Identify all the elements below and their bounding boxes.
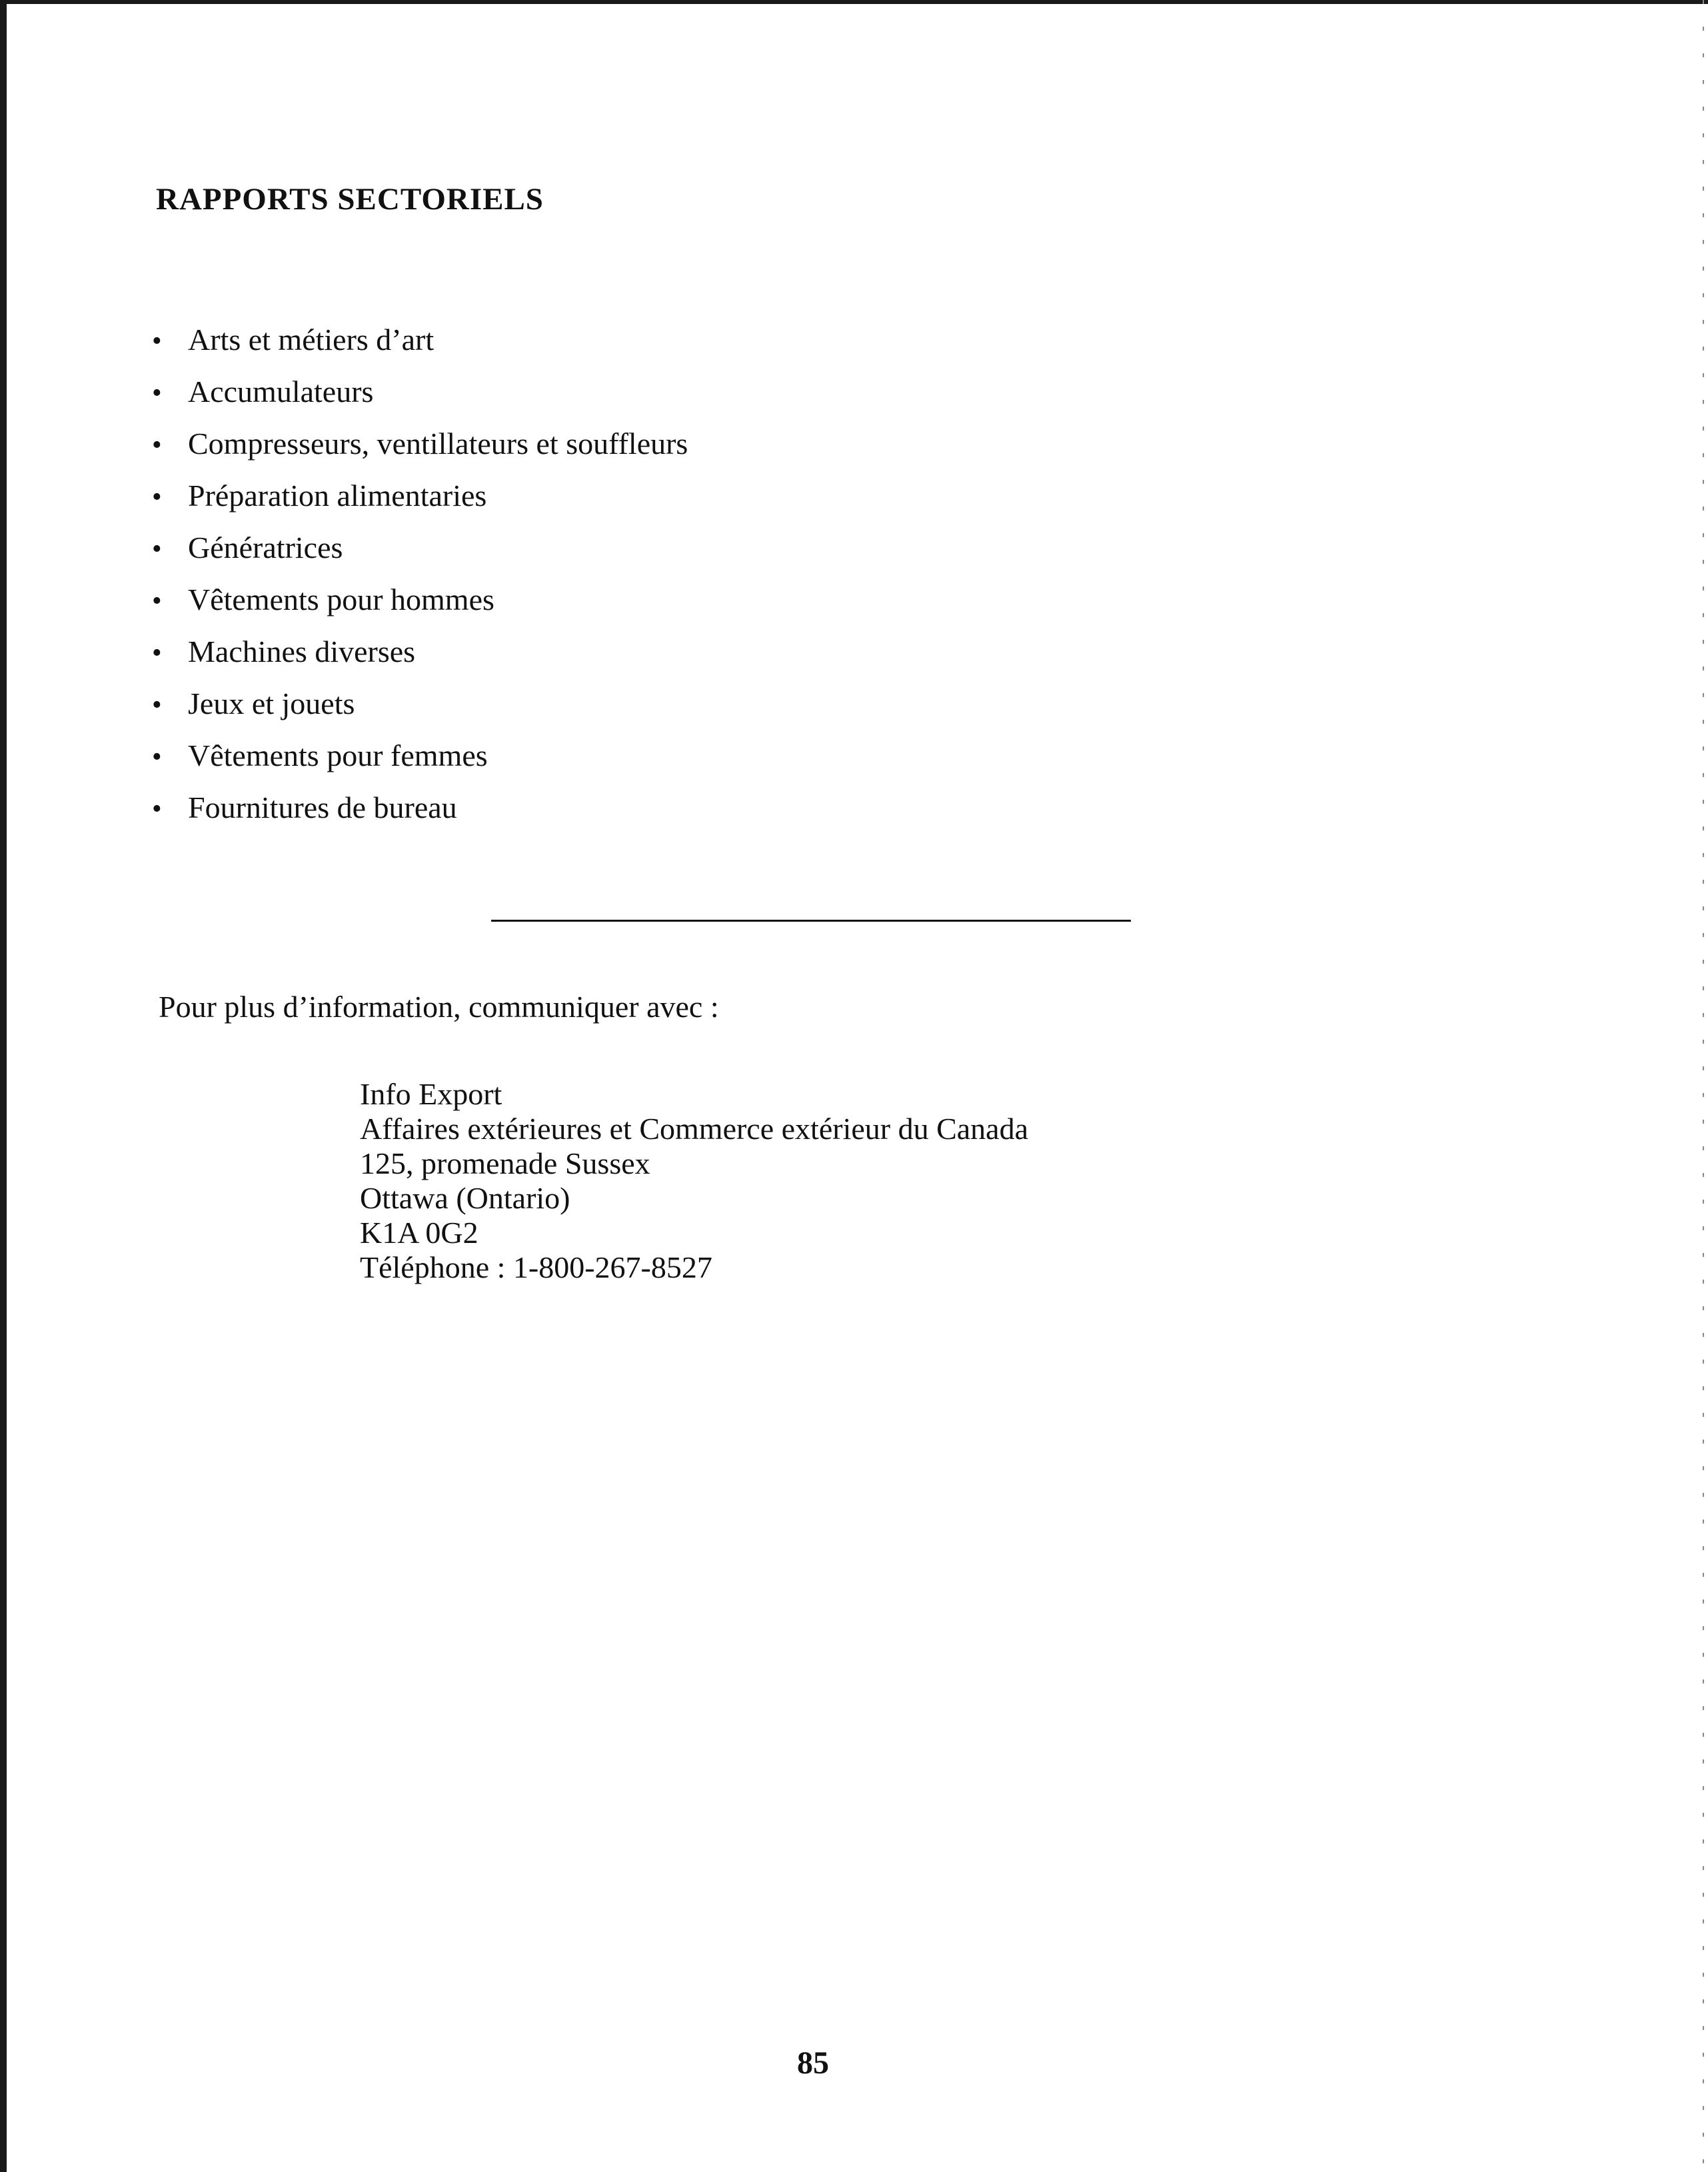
- address-line-organization: Info Export: [360, 1077, 502, 1111]
- list-item: [152, 319, 688, 371]
- bullet: •: [152, 534, 162, 564]
- list-item: [152, 734, 688, 786]
- contact-address: [360, 1077, 1028, 1285]
- address-line-department: Affaires extérieures et Commerce extérieur du Canada: [360, 1112, 1029, 1146]
- list-item: [152, 682, 688, 734]
- list-item: [152, 527, 688, 578]
- bullet: •: [152, 378, 162, 409]
- bullet: •: [152, 690, 162, 720]
- list-item-label: Jeux et jouets: [188, 686, 355, 720]
- contact-intro: Pour plus d’information, communiquer avec :: [159, 990, 719, 1024]
- list-item: [152, 423, 688, 475]
- list-item-label: Arts et métiers d’art: [188, 323, 434, 357]
- page-edge-left: [0, 0, 7, 2172]
- page-number: 85: [797, 2045, 829, 2081]
- list-item-label: Accumulateurs: [188, 375, 374, 409]
- address-line-postal-code: K1A 0G2: [360, 1216, 478, 1250]
- bullet: •: [152, 482, 162, 513]
- bullet: •: [152, 326, 162, 357]
- list-item: [152, 371, 688, 423]
- address-line-phone: Téléphone : 1-800-267-8527: [360, 1250, 712, 1284]
- page-edge-top: [0, 0, 1708, 4]
- address-line-street: 125, promenade Sussex: [360, 1146, 650, 1180]
- list-item: [152, 475, 688, 527]
- page-title: RAPPORTS SECTORIELS: [156, 182, 544, 217]
- bullet: •: [152, 638, 162, 668]
- list-item-label: Vêtements pour hommes: [188, 582, 494, 616]
- section-divider: [491, 920, 1131, 922]
- bullet: •: [152, 742, 162, 772]
- bullet: •: [152, 586, 162, 616]
- address-line-city: Ottawa (Ontario): [360, 1181, 570, 1215]
- list-item-label: Machines diverses: [188, 634, 416, 668]
- list-item-label: Compresseurs, ventillateurs et souffleurs: [188, 427, 688, 461]
- list-item: [152, 786, 688, 838]
- sector-list: [152, 319, 688, 838]
- bullet: •: [152, 794, 162, 824]
- list-item: [152, 578, 688, 630]
- page-edge-right: [1703, 0, 1704, 2172]
- list-item-label: Préparation alimentaries: [188, 479, 487, 513]
- list-item-label: Vêtements pour femmes: [188, 738, 488, 772]
- list-item-label: Génératrices: [188, 531, 343, 564]
- list-item-label: Fournitures de bureau: [188, 790, 457, 824]
- list-item: [152, 630, 688, 682]
- bullet: •: [152, 430, 162, 461]
